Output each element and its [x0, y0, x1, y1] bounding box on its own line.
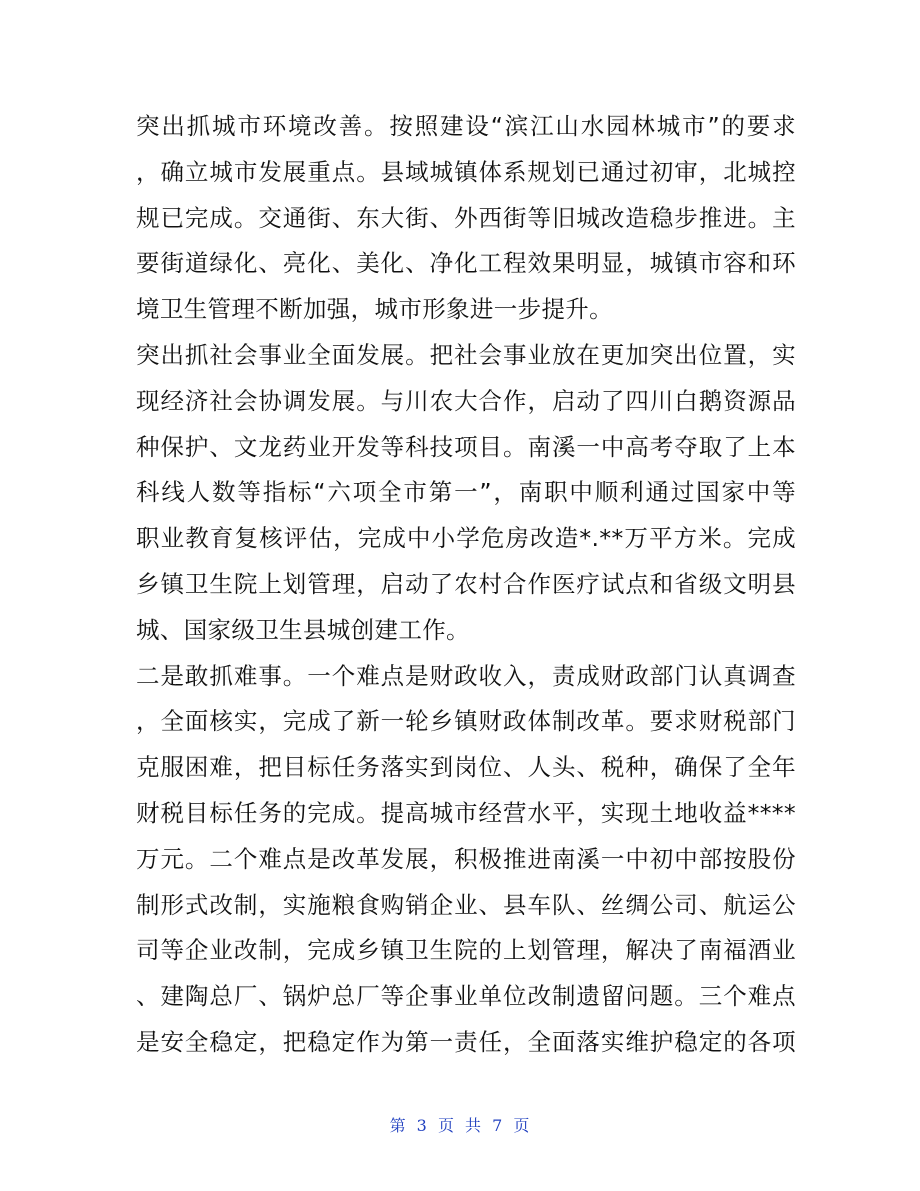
- text-line: 突出抓城市环境改善。按照建设“滨江山水园林城市”的要求: [136, 112, 796, 140]
- text-line: 城、国家级卫生县城创建工作。: [136, 615, 470, 644]
- text-line: 二是敢抓难事。一个难点是财政收入，责成财政部门认真调查: [136, 661, 796, 690]
- text-line: 要街道绿化、亮化、美化、净化工程效果明显，城镇市容和环: [136, 249, 796, 278]
- text-line: 司等企业改制，完成乡镇卫生院的上划管理，解决了南福酒业: [136, 936, 796, 965]
- body-text: [136, 104, 796, 1066]
- text-line: 财税目标任务的完成。提高城市经营水平，实现土地收益****: [136, 798, 796, 827]
- text-line: 科线人数等指标“六项全市第一”，南职中顺利通过国家中等: [136, 478, 796, 507]
- text-line: 克服困难，把目标任务落实到岗位、人头、税种，确保了全年: [136, 753, 796, 782]
- page-number: 第 3 页 共 7 页: [389, 1116, 531, 1135]
- text-line: 职业教育复核评估，完成中小学危房改造*.**万平方米。完成: [136, 524, 796, 553]
- text-line: 是安全稳定，把稳定作为第一责任，全面落实维护稳定的各项: [136, 1027, 796, 1056]
- text-line: 突出抓社会事业全面发展。把社会事业放在更加突出位置，实: [136, 340, 796, 369]
- text-line: 制形式改制，实施粮食购销企业、县车队、丝绸公司、航运公: [136, 890, 796, 919]
- text-line: 规已完成。交通街、东大街、外西街等旧城改造稳步推进。主: [136, 203, 796, 232]
- text-line: 现经济社会协调发展。与川农大合作，启动了四川白鹅资源品: [136, 386, 796, 415]
- text-line: 乡镇卫生院上划管理，启动了农村合作医疗试点和省级文明县: [136, 569, 796, 598]
- text-line: ，确立城市发展重点。县域城镇体系规划已通过初审，北城控: [136, 157, 796, 186]
- text-line: 境卫生管理不断加强，城市形象进一步提升。: [136, 295, 613, 324]
- text-line: 万元。二个难点是改革发展，积极推进南溪一中初中部按股份: [136, 844, 796, 873]
- text-line: 种保护、文龙药业开发等科技项目。南溪一中高考夺取了上本: [136, 432, 796, 461]
- text-line: ，全面核实，完成了新一轮乡镇财政体制改革。要求财税部门: [136, 707, 796, 736]
- text-line: 、建陶总厂、锅炉总厂等企事业单位改制遗留问题。三个难点: [136, 982, 796, 1011]
